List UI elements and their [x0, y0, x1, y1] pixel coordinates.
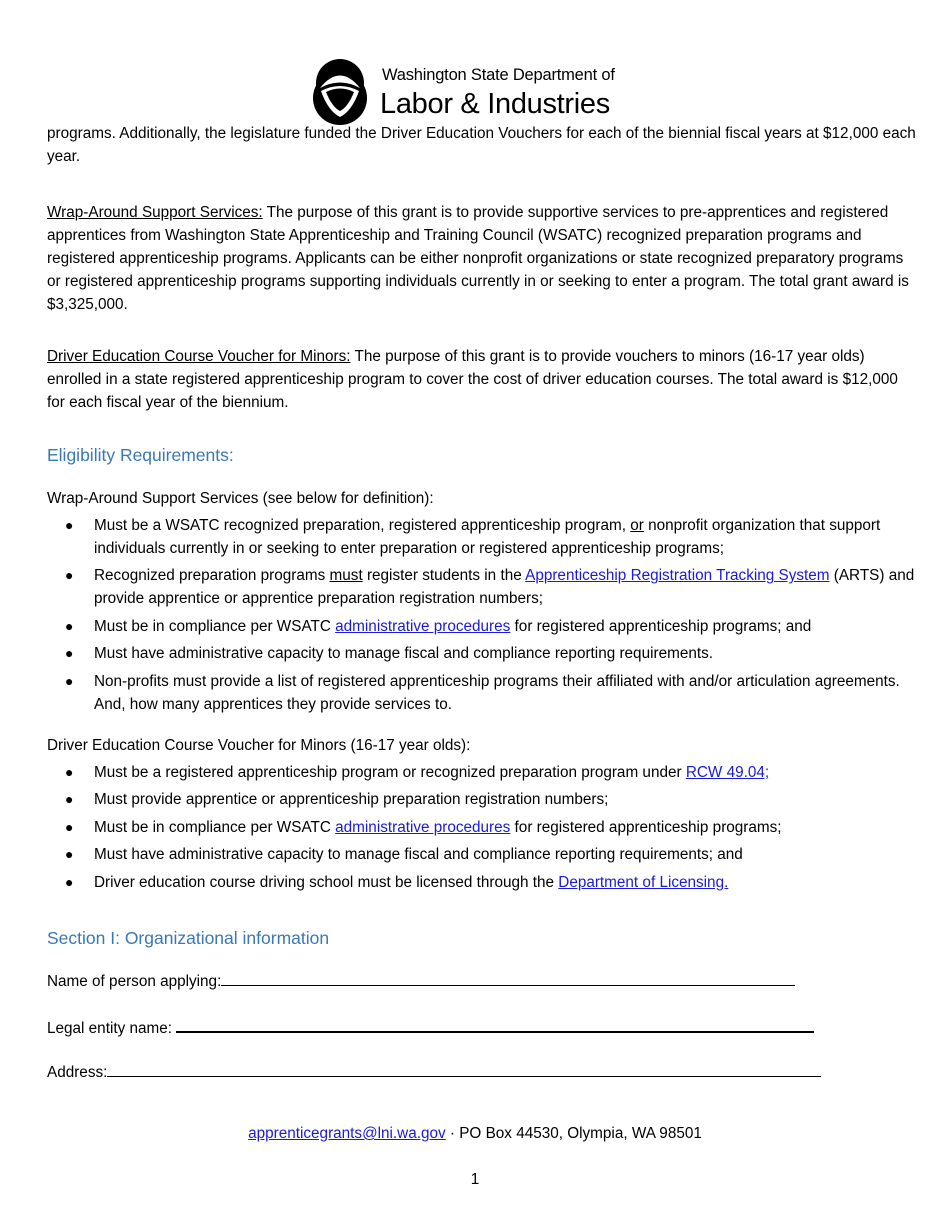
intro-paragraph: programs. Additionally, the legislature funded the Driver Education Vouchers for each of the biennial fiscal years at $12,000 each year. — [47, 125, 916, 165]
name-of-person-blank[interactable] — [221, 969, 795, 986]
name-of-person-label: Name of person applying: — [47, 973, 222, 990]
list-item: ● Non-profits must provide a list of registered apprenticeship programs their affiliated with and/or articulation agreements. And, how many apprentices they provide services to. — [47, 670, 927, 716]
legal-entity-field[interactable] — [47, 1015, 814, 1040]
list-item: ● Must be a registered apprenticeship program or recognized preparation program under RCW 49.04; — [47, 761, 927, 784]
driver-eligibility-list — [47, 761, 927, 898]
administrative-procedures-link[interactable]: administrative procedures — [335, 818, 511, 836]
bullet-icon: ● — [65, 764, 74, 780]
rcw-link[interactable]: RCW 49.04; — [685, 764, 770, 781]
legal-entity-label: Legal entity name: — [47, 1020, 177, 1037]
lni-logo-icon — [306, 55, 378, 125]
list-item: ● Recognized preparation programs must register students in the Apprenticeship Registration Tracking System (ARTS) and provide apprentice or apprentice preparation registration numbers; — [47, 564, 927, 610]
bullet-icon: ● — [65, 517, 74, 533]
wrap-around-text: The purpose of this grant is to provide supportive services to pre-apprentices and registered apprentices from Washington State Apprenticeship and Training Council (WSATC) recognized preparation programs and registered apprenticeship programs. Applicants can be either nonprofit organizations or state recognized preparatory programs or registered apprenticeship programs supporting individuals currently in or seeking to enter a program. The total grant award is $3,325,000. — [47, 204, 909, 313]
bullet-icon: ● — [65, 846, 74, 863]
administrative-procedures-link[interactable]: administrative procedures — [335, 617, 511, 635]
page-footer — [0, 1122, 950, 1145]
agency-logo — [306, 55, 626, 125]
bullet-icon: ● — [65, 818, 74, 835]
bullet-icon: ● — [65, 617, 74, 634]
list-item: ● Must have administrative capacity to manage fiscal and compliance reporting requirements; and — [47, 843, 927, 866]
bullet-icon: ● — [65, 672, 74, 689]
address-blank[interactable] — [107, 1060, 821, 1077]
legal-entity-blank[interactable] — [176, 1015, 814, 1033]
wrap-around-label: Wrap-Around Support Services: — [47, 204, 263, 221]
arts-link[interactable]: Apprenticeship Registration Tracking System — [525, 567, 830, 585]
list-item: ● Must be a WSATC recognized preparation, registered apprenticeship program, or nonprofit organization that support individuals currently in or seeking to enter preparation or registered apprenticeship programs; — [47, 514, 927, 560]
page-number: 1 — [470, 1171, 480, 1188]
list-item: ● Must provide apprentice or apprenticeship preparation registration numbers; — [47, 788, 927, 811]
bullet-icon: ● — [65, 873, 74, 890]
driver-ed-paragraph — [47, 345, 919, 414]
wrap-around-paragraph — [47, 201, 919, 316]
driver-ed-text: The purpose of this grant is to provide vouchers to minors (16-17 year olds) enrolled in a state registered apprenticeship program to cover the cost of driver education courses. The total award is $12,000 for each fiscal year of the biennium. — [47, 348, 898, 411]
address-field[interactable] — [47, 1060, 821, 1084]
email-link[interactable]: apprenticegrants@lni.wa.gov — [248, 1125, 446, 1142]
bullet-icon: ● — [65, 791, 74, 808]
wrap-eligibility-list — [47, 514, 927, 720]
driver-eligibility-intro: Driver Education Course Voucher for Minors (16-17 year olds): — [47, 737, 471, 754]
wrap-eligibility-intro: Wrap-Around Support Services (see below for definition): — [47, 490, 434, 507]
driver-ed-label: Driver Education Course Voucher for Minors: — [47, 348, 351, 365]
eligibility-heading: Eligibility Requirements: — [47, 445, 234, 465]
list-item: ● Must have administrative capacity to manage fiscal and compliance reporting requirements. — [47, 642, 927, 665]
list-item: ● Must be in compliance per WSATC administrative procedures for registered apprenticeship programs; and — [47, 615, 927, 638]
name-of-person-field[interactable] — [47, 969, 795, 993]
logo-text-line2: Labor & Industries — [380, 88, 610, 120]
department-of-licensing-link[interactable]: Department of Licensing. — [558, 873, 729, 891]
list-item: ● Must be in compliance per WSATC administrative procedures for registered apprenticeship programs; — [47, 816, 927, 839]
logo-text-line1: Washington State Department of — [382, 66, 615, 84]
section-one-heading: Section I: Organizational information — [47, 928, 330, 948]
bullet-icon: ● — [65, 567, 74, 584]
bullet-icon: ● — [65, 645, 74, 662]
list-item: ● Driver education course driving school must be licensed through the Department of Licensing. — [47, 871, 927, 894]
address-label: Address: — [47, 1064, 108, 1081]
footer-address: · PO Box 44530, Olympia, WA 98501 — [445, 1125, 702, 1142]
